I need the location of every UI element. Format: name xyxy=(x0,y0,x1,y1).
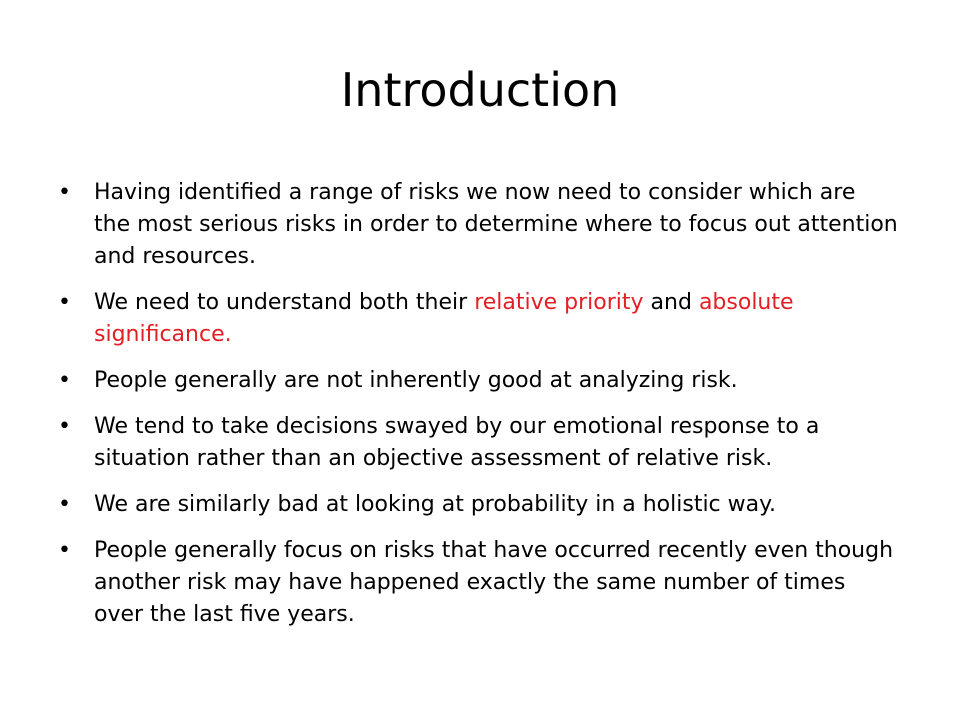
bullet-dot: • xyxy=(58,414,71,439)
bullet-text-2-middle: and xyxy=(643,290,699,315)
absolute-significance-highlight: absolute significance. xyxy=(94,290,794,347)
bullet-item-4 xyxy=(58,411,898,475)
bullet-dot: • xyxy=(58,492,71,517)
bullet-item-5 xyxy=(58,489,898,521)
bullet-text-1: Having identified a range of risks we now need to consider which are the most serious risks in order to determine where to focus out attention and resources. xyxy=(94,180,898,269)
bullet-list xyxy=(58,177,898,645)
bullet-item-3 xyxy=(58,365,898,397)
bullet-dot: • xyxy=(58,290,71,315)
bullet-dot: • xyxy=(58,368,71,393)
bullet-text-6: People generally focus on risks that have occurred recently even though another risk may have happened exactly the same number of times over the last five years. xyxy=(94,538,894,627)
bullet-text-3: People generally are not inherently good at analyzing risk. xyxy=(94,368,738,393)
bullet-text-4: We tend to take decisions swayed by our emotional response to a situation rather than an objective assessment of relative risk. xyxy=(94,414,820,471)
bullet-item-2 xyxy=(58,287,898,351)
bullet-dot: • xyxy=(58,538,71,563)
slide-title: Introduction xyxy=(340,63,620,117)
relative-priority-highlight: relative priority xyxy=(474,290,644,315)
bullet-item-6 xyxy=(58,535,898,631)
bullet-text-2-before: We need to understand both their xyxy=(94,290,475,315)
bullet-text-5: We are similarly bad at looking at probability in a holistic way. xyxy=(94,492,776,517)
bullet-dot: • xyxy=(58,180,71,205)
bullet-item-1 xyxy=(58,177,898,273)
bullet-text-2 xyxy=(94,290,794,347)
